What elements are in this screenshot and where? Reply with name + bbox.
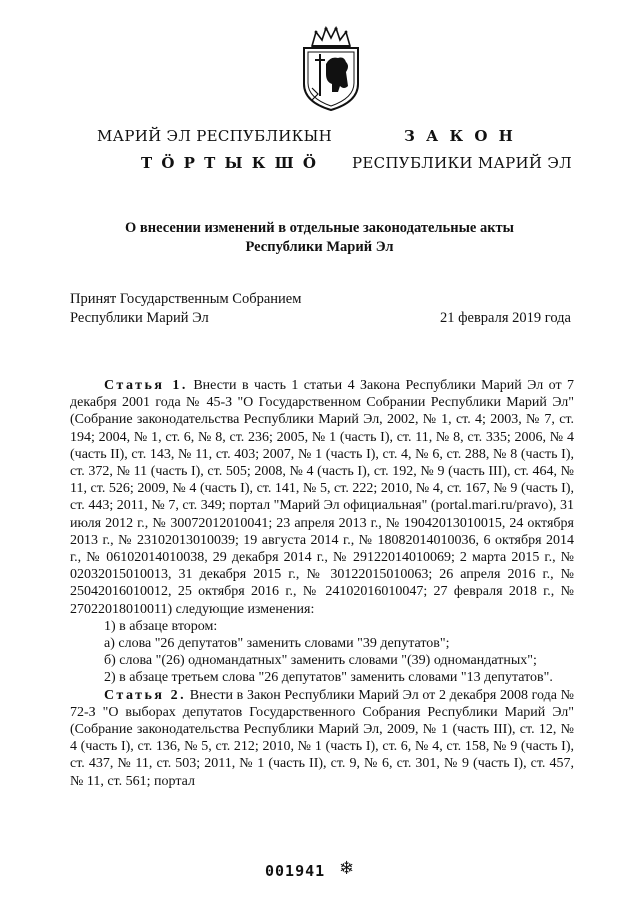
serial-number: 001941 (265, 862, 326, 880)
article-2-label: Статья 2. (104, 687, 187, 703)
document-title (60, 219, 579, 257)
title-line1: О внесении изменений в отдельные законодательные акты (125, 220, 514, 236)
coat-of-arms-icon (298, 26, 364, 112)
adopted-date: 21 февраля 2019 года (439, 310, 571, 326)
header-right-line1: З А К О Н (404, 127, 516, 145)
star-mark-icon: ❄ (339, 858, 355, 879)
header-right-line2: РЕСПУБЛИКИ МАРИЙ ЭЛ (352, 154, 572, 172)
article-1 (70, 377, 574, 618)
change-item: 2) в абзаце третьем слова "26 депутатов" заменить словами "13 депутатов". (104, 670, 553, 686)
title-line2: Республики Марий Эл (245, 239, 394, 255)
header-left-line2: Т Ӧ Р Т Ы К Ш Ӧ (141, 154, 318, 172)
change-item: а) слова "26 депутатов" заменить словами "39 депутатов"; (104, 636, 450, 652)
article-1-text: Внести в часть 1 статьи 4 Закона Республики Марий Эл от 7 декабря 2001 года № 45-З "О Государственном Собрании Республики Марий Эл" (Собрание законодательства Республики Марий Эл, 2002, № 1, ст. 4; 2003, № 7, ст. 194; 2004, № 1, ст. 6, № 8, ст. 236; 2005, № 1 (часть I), ст. 11, № 8, ст. 335; 2006, № 4 (часть II), ст. 143, № 11, ст. 403; 2007, № 1 (часть I), ст. 4, № 6, ст. 288, № 8 (часть I), ст. 372, № 11 (часть I), ст. 505; 2008, № 4 (часть I), ст. 192, № 9 (часть III), ст. 464, № 11, ст. 526; 2009, № 4 (часть I), ст. 141, № 5, ст. 222; 2010, № 4, ст. 167, № 9 (часть I), ст. 443; 2011, № 7, ст. 349; портал "Марий Эл официальная" (portal.mari.ru/pravo), 31 июля 2012 г., № 30072012010041; 23 апреля 2013 г., № 19042013010015, 24 октября 2013 г., № 23102013010039; 19 августа 2014 г., № 18082014010036, 6 октября 2014 г., № 06102014010038, 29 декабря 2014 г., № 29122014010069; 2 марта 2015 г., № 02032015010013, 31 декабря 2015 г., № 30122015010063; 26 апреля 2016 г., № 25042016010012, 25 октября 2016 г., № 24102016010047; 27 февраля 2018 г., № 27022018010011) следующие изменения: (70, 378, 574, 617)
adopted-by (70, 290, 301, 328)
header-left-line1: МАРИЙ ЭЛ РЕСПУБЛИКЫН (97, 127, 333, 145)
adopted-line1: Принят Государственным Собранием (70, 291, 302, 307)
article-2-text: Внести в Закон Республики Марий Эл от 2 декабря 2008 года № 72-З "О выборах депутатов Государственного Собрания Республики Марий Эл" (Собрание законодательства Республики Марий Эл, 2009, № 1 (часть III), ст. 12, № 4 (часть I), ст. 136, № 5, ст. 212; 2010, № 1 (часть I), ст. 6, № 4, ст. 158, № 9 (часть I), ст. 437, № 11, ст. 503; 2011, № 1 (часть II), ст. 9, № 6, ст. 301, № 9 (часть I), ст. 457, № 11, ст. 561; портал (70, 687, 574, 789)
document-body (70, 377, 574, 790)
change-item: 1) в абзаце втором: (104, 618, 218, 634)
article-1-label: Статья 1. (104, 378, 188, 393)
article-2 (70, 687, 574, 790)
change-item: б) слова "(26) одномандатных" заменить словами "(39) одномандатных"; (104, 653, 537, 669)
adopted-line2: Республики Марий Эл (70, 310, 209, 326)
